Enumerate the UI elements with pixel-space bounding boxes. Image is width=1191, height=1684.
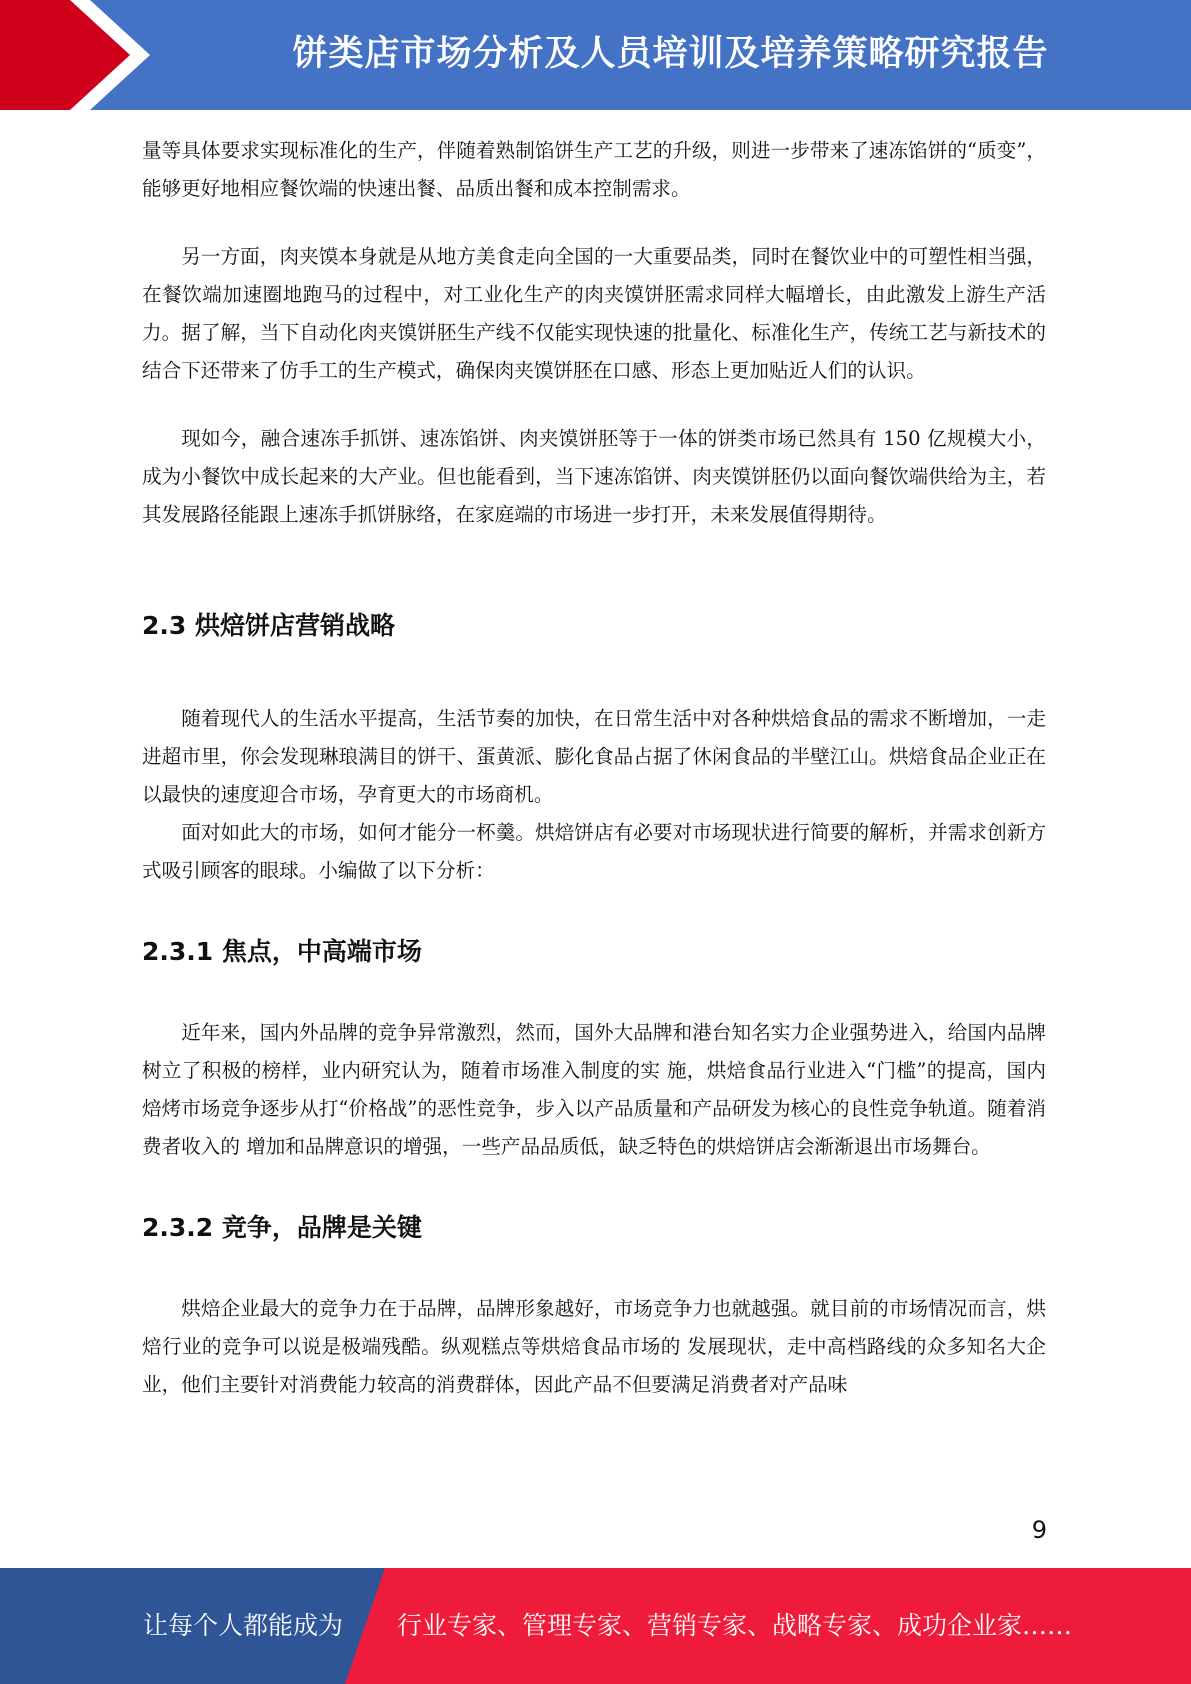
red-chevron-decoration (0, 0, 160, 110)
paragraph-5: 面对如此大的市场，如何才能分一杯羹。烘焙饼店有必要对市场现状进行简要的解析，并需求创新方式吸引顾客的眼球。小编做了以下分析： (142, 821, 1046, 882)
paragraph-1: 量等具体要求实现标准化的生产，伴随着熟制馅饼生产工艺的升级，则进一步带来了速冻馅饼的“质变”，能够更好地相应餐饮端的快速出餐、品质出餐和成本控制需求。 (142, 139, 1046, 200)
section-heading-2-3-2: 2.3.2 竞争，品牌是关键 (142, 1213, 422, 1242)
footer-slogan-right: 行业专家、管理专家、营销专家、战略专家、成功企业家…… (397, 1611, 1073, 1640)
report-title: 饼类店市场分析及人员培训及培养策略研究报告 (292, 34, 1049, 74)
paragraph-4: 随着现代人的生活水平提高，生活节奏的加快，在日常生活中对各种烘焙食品的需求不断增加，一走进超市里，你会发现琳琅满目的饼干、蛋黄派、膨化食品占据了休闲食品的半壁江山。烘焙食品企业正在以最快的速度迎合市场，孕育更大的市场商机。 (142, 707, 1046, 806)
document-body (142, 132, 1046, 1404)
page-number: 9 (1031, 1516, 1047, 1544)
paragraph-7: 烘焙企业最大的竞争力在于品牌，品牌形象越好，市场竞争力也就越强。就目前的市场情况而言，烘焙行业的竞争可以说是极端残酷。纵观糕点等烘焙食品市场的 发展现状，走中高档路线的众多知名大企业，他们主要针对消费能力较高的消费群体，因此产品不但要满足消费者对产品味 (142, 1297, 1046, 1396)
page-footer (0, 1568, 1191, 1684)
footer-slogan-left: 让每个人都能成为 (143, 1611, 344, 1640)
section-heading-2-3-1: 2.3.1 焦点，中高端市场 (142, 937, 422, 966)
paragraph-3: 现如今，融合速冻手抓饼、速冻馅饼、肉夹馍饼胚等于一体的饼类市场已然具有 150 亿规模大小，成为小餐饮中成长起来的大产业。但也能看到，当下速冻馅饼、肉夹馍饼胚仍以面向餐饮端供给为主，若其发展路径能跟上速冻手抓饼脉络，在家庭端的市场进一步打开，未来发展值得期待。 (142, 427, 1046, 526)
page-header (0, 0, 1191, 110)
paragraph-2: 另一方面，肉夹馍本身就是从地方美食走向全国的一大重要品类，同时在餐饮业中的可塑性相当强，在餐饮端加速圈地跑马的过程中，对工业化生产的肉夹馍饼胚需求同样大幅增长，由此激发上游生产活力。据了解，当下自动化肉夹馍饼胚生产线不仅能实现快速的批量化、标准化生产，传统工艺与新技术的结合下还带来了仿手工的生产模式，确保肉夹馍饼胚在口感、形态上更加贴近人们的认识。 (142, 245, 1046, 382)
paragraph-6: 近年来，国内外品牌的竞争异常激烈，然而，国外大品牌和港台知名实力企业强势进入，给国内品牌树立了积极的榜样，业内研究认为，随着市场准入制度的实 施，烘焙食品行业进入“门槛”的提高，国内焙烤市场竞争逐步从打“价格战”的恶性竞争，步入以产品质量和产品研发为核心的良性竞争轨道。随着消费者收入的 增加和品牌意识的增强，一些产品品质低，缺乏特色的烘焙饼店会渐渐退出市场舞台。 (142, 1021, 1046, 1158)
section-heading-2-3: 2.3 烘焙饼店营销战略 (142, 611, 395, 640)
